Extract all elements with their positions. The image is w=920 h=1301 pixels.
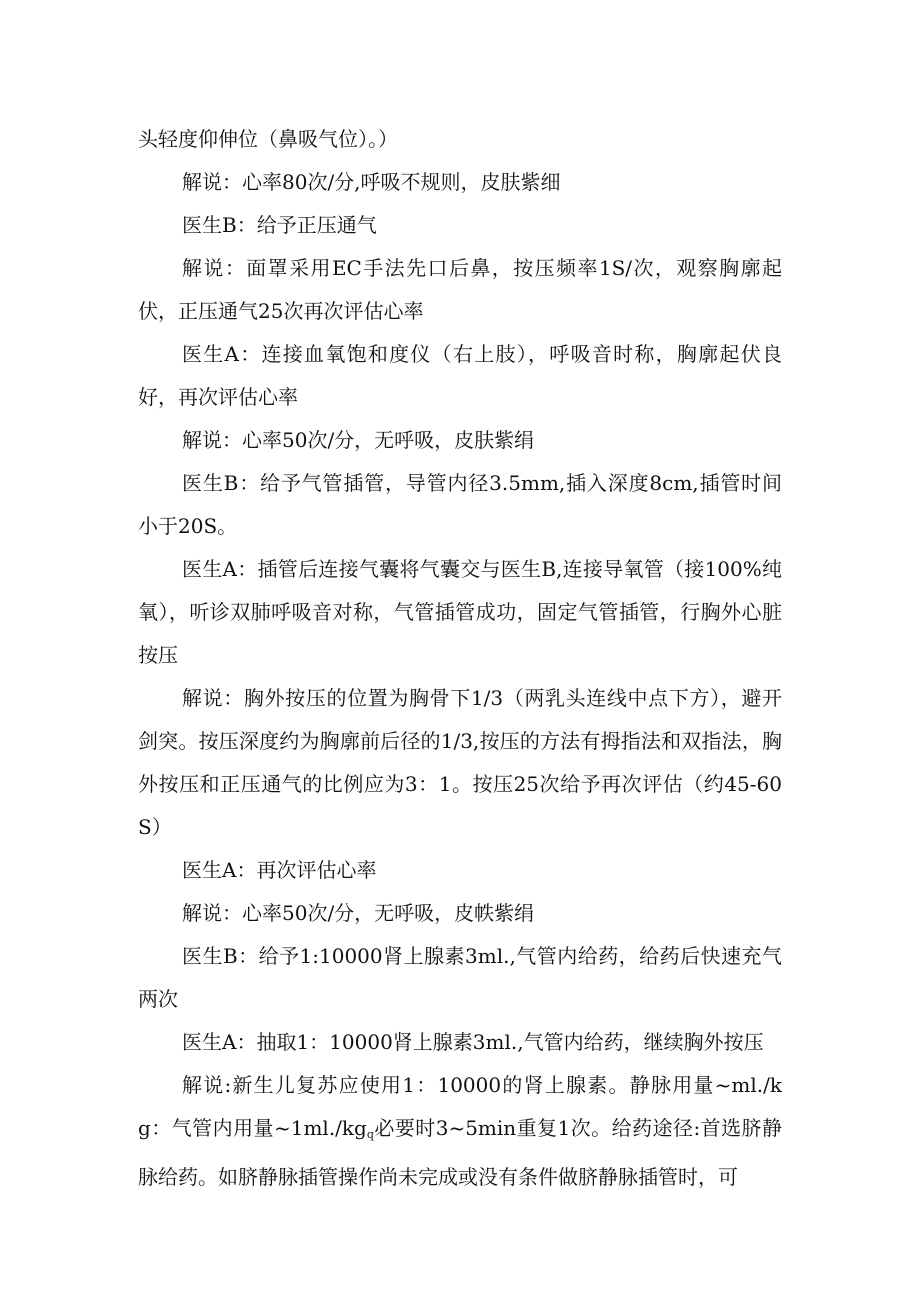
paragraph-last: [138, 1064, 782, 1199]
document-body: [138, 118, 782, 1199]
paragraph-text-part: 解说:新生儿复苏应使用1：10000的肾上腺素。静脉用量~ml./kg：气管内用量~1ml./kg: [138, 1073, 782, 1140]
paragraph: 解说：心率50次/分，无呼吸，皮肤紫绢: [182, 428, 535, 452]
paragraph-text-part: 必要时3~5min重复1次。给药途径:首选脐静脉给药。如脐静脉插管操作尚未完成或没有条件做脐静脉插管时，可: [138, 1116, 782, 1189]
paragraph: 头轻度仰伸位（鼻吸气位）。）: [138, 127, 398, 151]
paragraph: 医生A：连接血氧饱和度仪（右上肢），呼吸音时称，胸廓起伏良好，再次评估心率: [138, 342, 782, 409]
paragraph: 医生B：给予正压通气: [182, 213, 377, 237]
paragraph: 解说：面罩采用EC手法先口后鼻，按压频率1S/次，观察胸廓起伏，正压通气25次再次评估心率: [138, 256, 782, 323]
paragraph: 医生B：给予1:10000肾上腺素3ml.,气管内给药，给药后快速充气两次: [138, 944, 782, 1011]
paragraph: 医生A：再次评估心率: [182, 858, 377, 882]
paragraph: 解说：心率50次/分，无呼吸，皮帙紫绢: [182, 901, 535, 925]
paragraph: 解说：胸外按压的位置为胸骨下1/3（两乳头连线中点下方），避开剑突。按压深度约为胸廓前后径的1/3,按压的方法有拇指法和双指法，胸外按压和正压通气的比例应为3：1。按压25次给予再次评估（约45-60S）: [138, 686, 782, 839]
paragraph: 医生A：插管后连接气囊将气囊交与医生B,连接导氧管（接100%纯氧），听诊双肺呼吸音对称，气管插管成功，固定气管插管，行胸外心脏按压: [138, 557, 782, 667]
paragraph: 医生A：抽取1：10000肾上腺素3ml.,气管内给药，继续胸外按压: [182, 1030, 764, 1054]
paragraph: 医生B：给予气管插管，导管内径3.5mm,插入深度8cm,插管时间小于20S。: [138, 471, 782, 538]
paragraph: 解说：心率80次/分,呼吸不规则，皮肤紫细: [182, 170, 561, 194]
subscript-mark: q: [366, 1128, 374, 1141]
